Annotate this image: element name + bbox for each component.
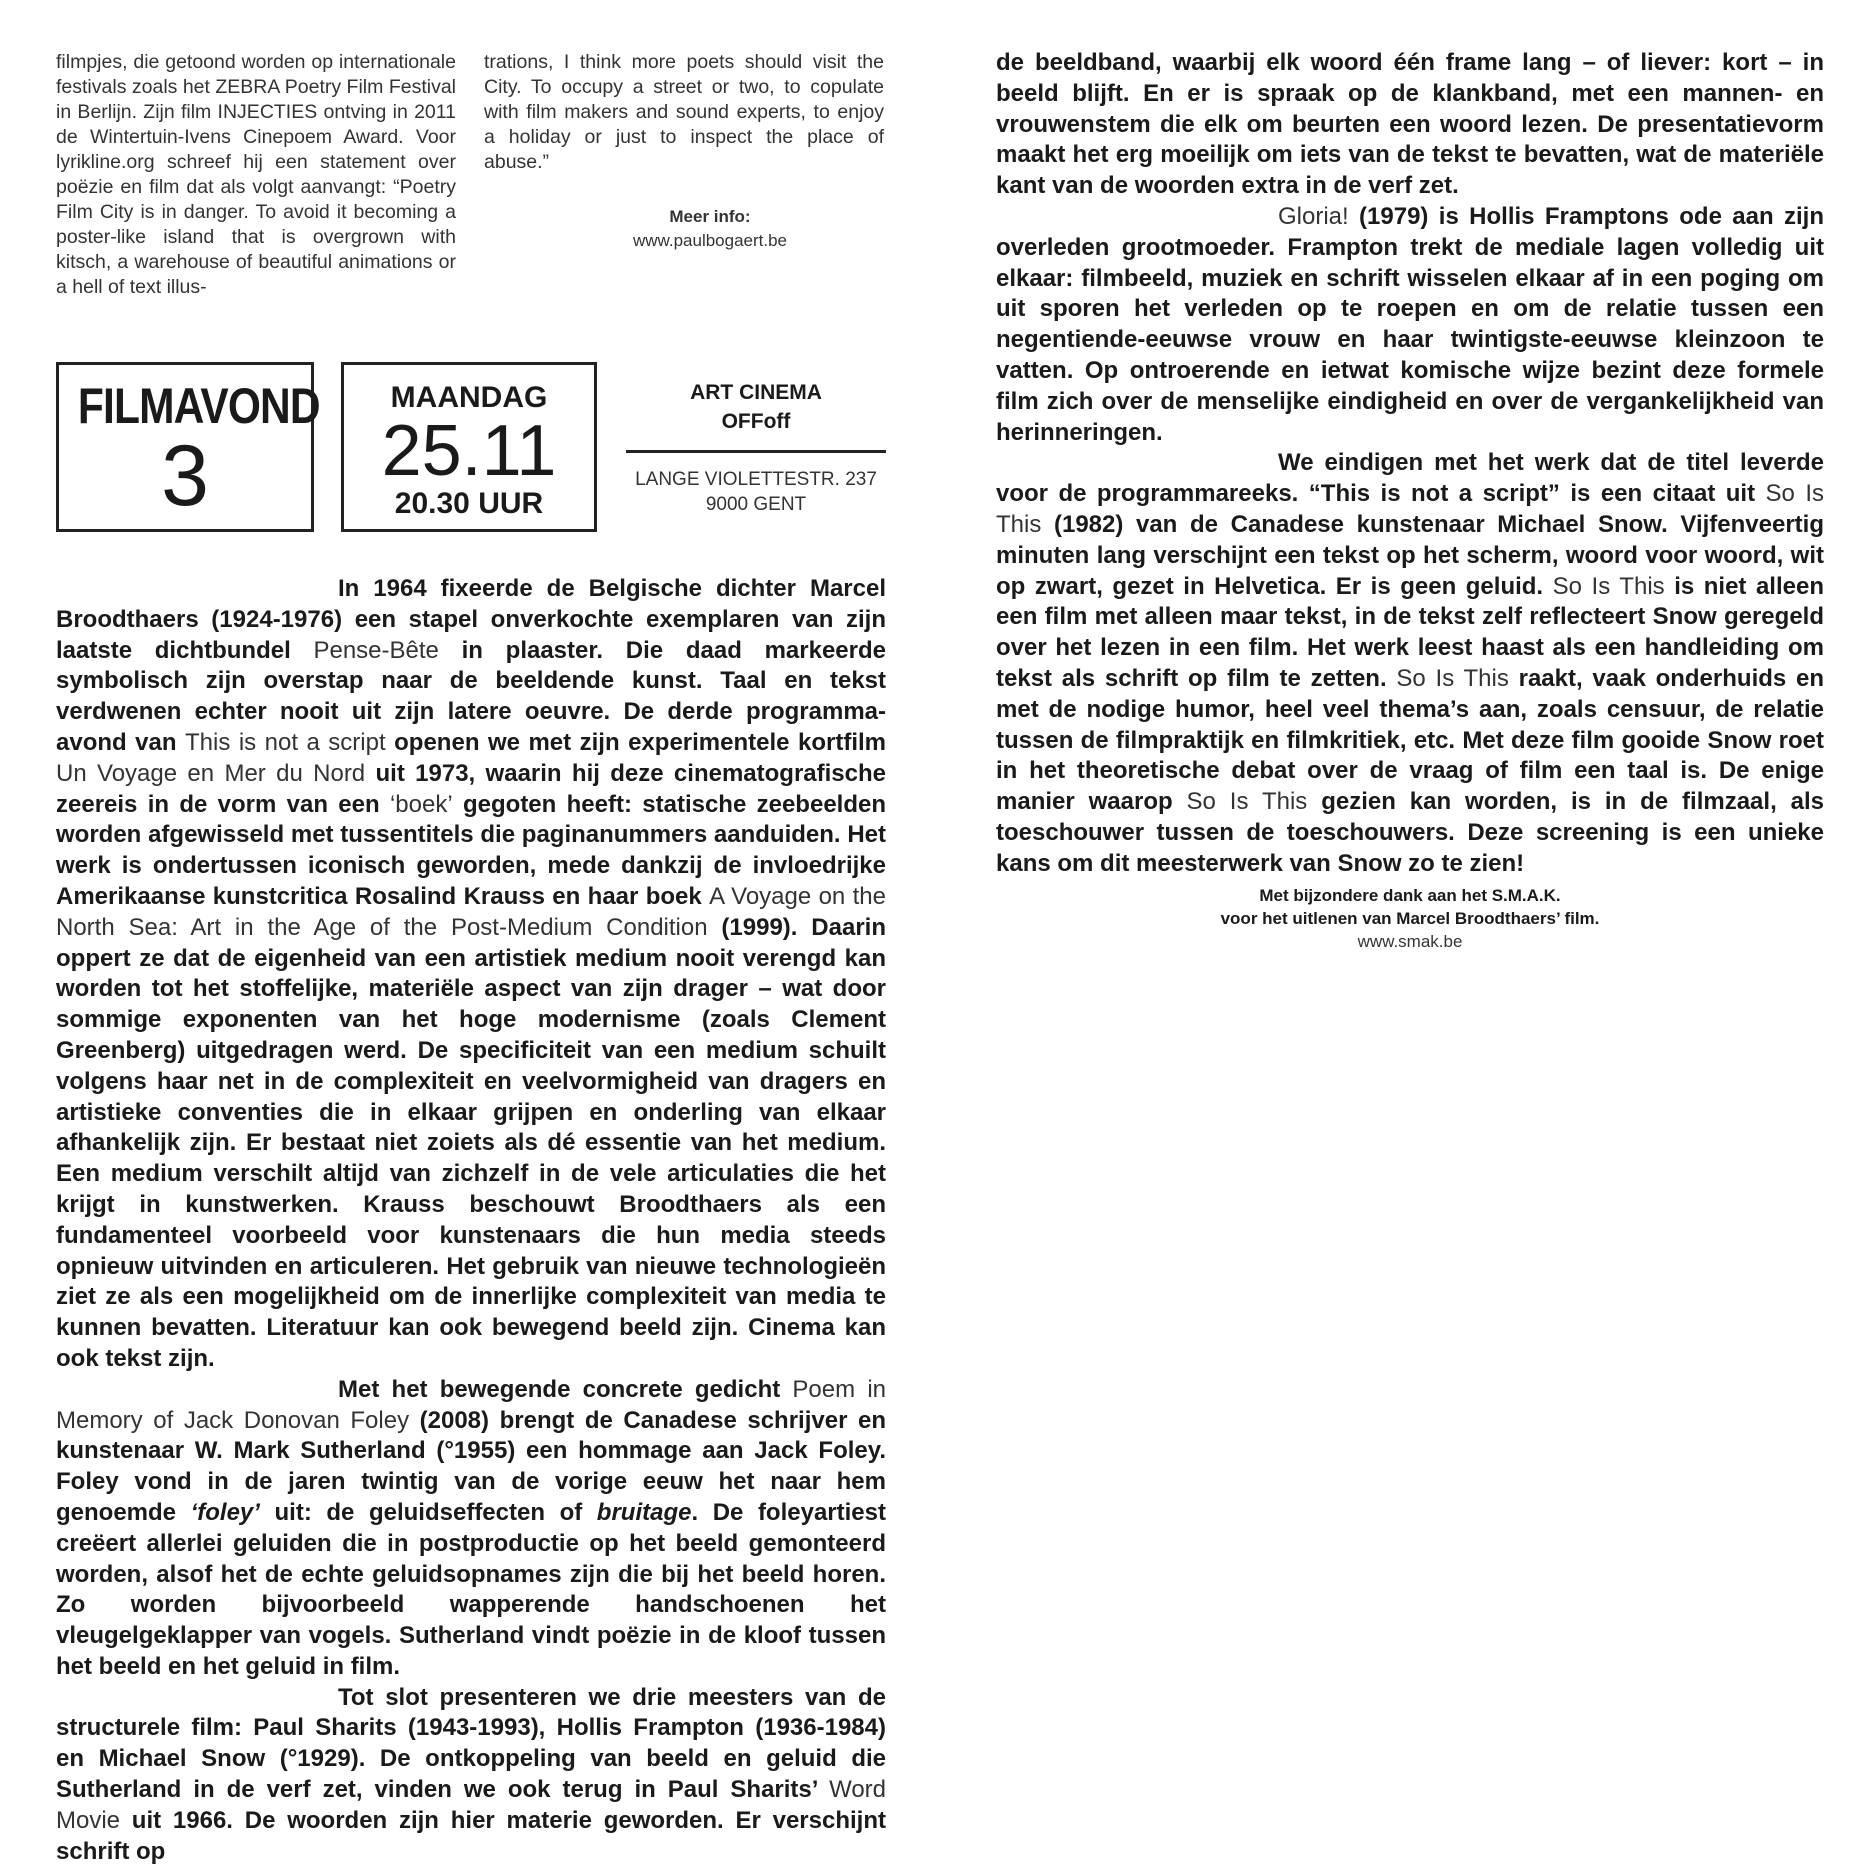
article-right-column bbox=[996, 48, 1824, 880]
filmavond-title: FILMAVOND bbox=[77, 378, 320, 434]
intro-text-2: trations, I think more poets should visit the City. To occupy a street or two, to copulate with film makers and sound experts, to enjoy a holiday or just to inspect the place of abuse.” bbox=[484, 51, 884, 173]
event-date: 25.11 bbox=[381, 411, 557, 491]
article-paragraph-2: Met het bewegende concrete gedicht Poem in Memory of Jack Donovan Foley (2008) brengt de Canadese schrijver en kunstenaar W. Mark Sutherland (°1955) een hommage aan Jack Foley. Foley vond in de jaren twintig van de vorige eeuw het naar hem genoemde ‘foley’ uit: de geluidseffecten of bruitage. De foleyartiest creëert allerlei geluiden die in postproductie op het beeld gemonteerd worden, alsof het de echte geluidsopnames zijn die bij het beeld horen. Zo worden bijvoorbeeld wapperende handschoenen het vleugelgeklapper van vogels. Sutherland vindt poëzie in de kloof tussen het beeld en het geluid in film. bbox=[56, 1375, 887, 1680]
event-day: MAANDAG bbox=[390, 381, 548, 414]
intro-column-1 bbox=[56, 50, 456, 300]
venue-name-1: ART CINEMA bbox=[690, 381, 822, 404]
filmavond-box bbox=[56, 362, 320, 532]
thanks-line-2: voor het uitlenen van Marcel Broodthaers’ film. bbox=[1220, 909, 1600, 928]
article-paragraph-4: de beeldband, waarbij elk woord één frame lang – of liever: kort – in beeld blijft. En er is spraak op de klankband, met een mannen- en vrouwenstem die elk om beurten een woord lezen. De presentatievorm maakt het erg moeilijk om iets van de tekst te bevatten, wat de materiële kant van de woorden extra in de verf zet. bbox=[996, 49, 1824, 200]
venue-block bbox=[626, 378, 886, 517]
intro-column-2 bbox=[484, 50, 884, 175]
more-info bbox=[560, 205, 860, 253]
filmavond-number: 3 bbox=[161, 428, 209, 524]
venue-name-2: OFFoff bbox=[721, 410, 791, 433]
article-paragraph-5: Gloria! (1979) is Hollis Framptons ode aan zijn overleden grootmoeder. Frampton trekt de mediale lagen volledig uit elkaar: filmbeeld, muziek en schrift wisselen elkaar af in een poging om uit sporen het verleden op te roepen en om de relatie tussen een negentiende-eeuwse vrouw en haar twintigste-eeuwse kleinzoon te vatten. Op ontroerende en ietwat komische wijze bezint deze formele film zich over de menselijke eindigheid en over de vergankelijkheid van herinneringen. bbox=[996, 202, 1824, 446]
acknowledgement bbox=[996, 884, 1824, 953]
thanks-line-1: Met bijzondere dank aan het S.M.A.K. bbox=[1259, 886, 1561, 905]
article-paragraph-3: Tot slot presenteren we drie meesters van de structurele film: Paul Sharits (1943-1993), Hollis Frampton (1936-1984) en Michael Snow (°1929). De ontkoppeling van beeld en geluid die Sutherland in de verf zet, vinden we ook terug in Paul Sharits’ Word Movie uit 1966. De woorden zijn hier materie geworden. Er verschijnt schrift op bbox=[56, 1683, 886, 1865]
venue-address-1: LANGE VIOLETTESTR. 237 bbox=[635, 469, 877, 490]
more-info-url[interactable]: www.paulbogaert.be bbox=[632, 231, 788, 250]
thanks-url[interactable]: www.smak.be bbox=[1357, 932, 1463, 951]
venue-divider bbox=[626, 450, 886, 453]
article-left-column bbox=[56, 574, 886, 1867]
event-time: 20.30 UUR bbox=[394, 487, 544, 520]
date-box bbox=[341, 362, 597, 532]
article-paragraph-1: In 1964 fixeerde de Belgische dichter Marcel Broodthaers (1924-1976) een stapel onverkochte exemplaren van zijn laatste dichtbundel Pense-Bête in plaaster. Die daad markeerde symbolisch zijn overstap naar de beeldende kunst. Taal en tekst verdwenen echter nooit uit zijn latere oeuvre. De derde programma-avond van This is not a script openen we met zijn experimentele kortfilm Un Voyage en Mer du Nord uit 1973, waarin hij deze cinematografische zeereis in de vorm van een ‘boek’ gegoten heeft: statische zeebeelden worden afgewisseld met tussentitels die paginanummers aanduiden. Het werk is ondertussen iconisch geworden, mede dankzij de invloedrijke Amerikaanse kunstcritica Rosalind Krauss en haar boek A Voyage on the North Sea: Art in the Age of the Post-Medium Condition (1999). Daarin oppert ze dat de eigenheid van een artistiek medium nooit verengd kan worden tot het stoffelijke, materiële aspect van zijn drager – wat door sommige exponenten van het hoge modernisme (zoals Clement Greenberg) uitgedragen werd. De specificiteit van een medium schuilt volgens haar net in de complexiteit en veelvormigheid van dragers en artistieke conventies die in elkaar grijpen en onderling van elkaar afhankelijk zijn. Er bestaat niet zoiets als dé essentie van het medium. Een medium verschilt altijd van zichzelf in de vele articulaties die het krijgt in kunstwerken. Krauss beschouwt Broodthaers als een fundamenteel voorbeeld voor kunstenaars die hun media steeds opnieuw uitvinden en articuleren. Het gebruik van nieuwe technologieën ziet ze als een mogelijkheid om de innerlijke complexiteit van media te kunnen bevatten. Literatuur kan ook bewegend beeld zijn. Cinema kan ook tekst zijn. bbox=[56, 575, 887, 1372]
intro-text-1: filmpjes, die getoond worden op internationale festivals zoals het ZEBRA Poetry Film Festival in Berlijn. Zijn film INJECTIES ontving in 2011 de Wintertuin-Ivens Cinepoem Award. Voor lyrikline.org schreef hij een statement over poëzie en film dat als volgt aanvangt: “Poetry Film City is in danger. To avoid it becoming a poster-like island that is overgrown with kitsch, a warehouse of beautiful animations or a hell of text illus- bbox=[56, 51, 456, 298]
more-info-label: Meer info: bbox=[669, 207, 751, 226]
venue-address-2: 9000 GENT bbox=[705, 494, 807, 515]
article-paragraph-6: We eindigen met het werk dat de titel leverde voor de programmareeks. “This is not a script” is een citaat uit So Is This (1982) van de Canadese kunstenaar Michael Snow. Vijfenveertig minuten lang verschijnt een tekst op het scherm, woord voor woord, wit op zwart, gezet in Helvetica. Er is geen geluid. So Is This is niet alleen een film met alleen maar tekst, in de tekst zelf reflecteert Snow geregeld over het lezen in een film. Het werk leest haast als een handleiding om tekst als schrift op film te zetten. So Is This raakt, vaak onderhuids en met de nodige humor, heel veel thema’s aan, zoals censuur, de relatie tussen de filmpraktijk en filmkritiek, etc. Met deze film gooide Snow roet in het theoretische debat over de vraag of film een taal is. De enige manier waarop So Is This gezien kan worden, is in de filmzaal, als toeschouwer tussen de toeschouwers. Deze screening is een unieke kans om dit meesterwerk van Snow zo te zien! bbox=[996, 449, 1825, 877]
